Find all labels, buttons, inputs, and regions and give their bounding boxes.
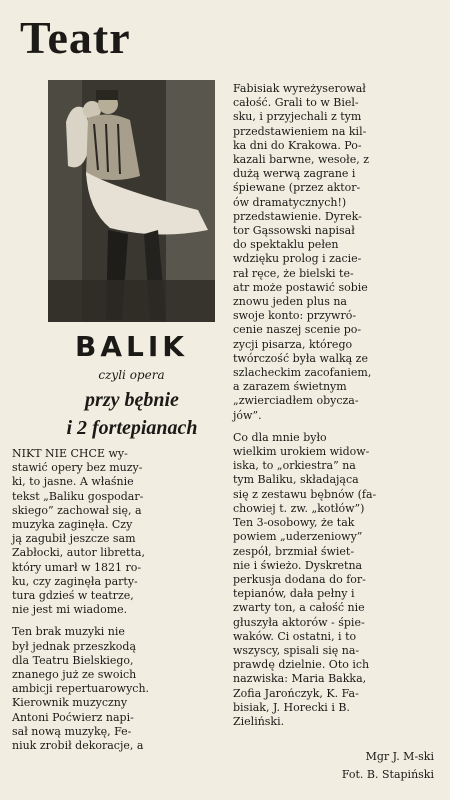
article-paragraph	[12, 625, 225, 753]
text-line: był jednak przeszkodą	[12, 639, 137, 653]
text-line: skiego” zachował się, a	[12, 503, 142, 517]
section-title: Teatr	[20, 12, 131, 63]
text-line: ka dni do Krakowa. Po-	[233, 138, 362, 152]
text-line: tekst „Baliku gospodar-	[12, 489, 144, 503]
text-line: dużą werwą zagrane i	[233, 167, 356, 181]
photo-credit: Fot. B. Stapiński	[341, 768, 434, 781]
text-line: się z zestawu bębnów (fa-	[233, 487, 377, 501]
text-line: a zarazem świetnym	[233, 380, 347, 394]
text-line: perkusja dodana do for-	[233, 572, 366, 586]
text-line: Kierownik muzyczny	[12, 696, 128, 710]
text-line: do spektaklu pełen	[233, 238, 339, 252]
text-line: wszyscy, spisali się na-	[233, 643, 360, 657]
article-paragraph	[12, 447, 225, 617]
text-line: chowiej t. zw. „kotłów”)	[233, 501, 365, 515]
text-line: Antoni Poćwierz napi-	[12, 710, 134, 724]
text-line: znanego już ze swoich	[12, 668, 137, 682]
text-line: Zieliński.	[233, 714, 285, 728]
text-line: przedstawieniem na kil-	[233, 124, 367, 138]
text-line: jów”.	[233, 408, 262, 422]
text-line: Zofia Jarończyk, K. Fa-	[233, 686, 359, 700]
text-line: sał nową muzykę, Fe-	[12, 724, 132, 738]
text-line: tym Baliku, składająca	[233, 473, 359, 487]
text-line: zespół, brzmiał świet-	[233, 544, 355, 558]
text-line: który umarł w 1821 ro-	[12, 560, 142, 574]
article-paragraph	[233, 82, 437, 423]
text-line: niuk zrobił dekoracje, a	[12, 739, 144, 753]
text-line: ją zagubił jeszcze sam	[12, 532, 136, 546]
text-line: nazwiska: Maria Bakka,	[233, 672, 367, 686]
text-line: ów dramatycznych!)	[233, 195, 347, 209]
text-line: znowu jeden plus na	[233, 295, 347, 309]
text-line: ku, czy zaginęła party-	[12, 574, 138, 588]
text-line: NIKT NIE CHCE wy-	[12, 447, 128, 460]
author-signature: Mgr J. M-ski	[365, 750, 434, 763]
text-line: kazali barwne, wesołe, z	[233, 153, 370, 167]
text-line: Ten brak muzyki nie	[12, 625, 125, 639]
text-line: Fabisiak wyreżyserował	[233, 82, 366, 95]
text-line: Zabłocki, autor libretta,	[12, 546, 145, 560]
text-line: zycji pisarza, którego	[233, 337, 353, 351]
text-line: iska, to „orkiestra” na	[233, 459, 356, 473]
text-line: sku, i przyjechali z tym	[233, 110, 362, 124]
text-line: waków. Ci ostatni, i to	[233, 629, 357, 643]
text-line: rał ręce, że bielski te-	[233, 266, 354, 280]
photo-illustration	[48, 80, 215, 322]
text-line: nie jest mi wiadome.	[12, 603, 128, 617]
theatre-scene-photo	[48, 80, 215, 322]
text-line: dla Teatru Bielskiego,	[12, 653, 134, 667]
text-line: powiem „uderzeniowy”	[233, 530, 363, 544]
text-line: ambicji repertuarowych.	[12, 682, 150, 696]
article-paragraph	[233, 431, 437, 729]
text-line: wielkim urokiem widow-	[233, 445, 370, 459]
text-line: tepianów, dała pełny i	[233, 587, 355, 601]
text-line: prawdę dzielnie. Oto ich	[233, 658, 370, 672]
article-right-column	[233, 82, 437, 737]
text-line: muzyka zaginęła. Czy	[12, 518, 133, 532]
text-line: przedstawienie. Dyrek-	[233, 209, 362, 223]
text-line: swoje konto: przywró-	[233, 309, 357, 323]
text-line: nie i świeżo. Dyskretna	[233, 558, 363, 572]
text-line: ki, to jasne. A właśnie	[12, 475, 134, 489]
play-subtitle: czyli opera	[98, 368, 165, 382]
text-line: „zwierciadłem obycza-	[233, 394, 359, 408]
text-line: tura gdzieś w teatrze,	[12, 589, 134, 603]
text-line: Ten 3-osobowy, że tak	[233, 516, 355, 530]
text-line: całość. Grali to w Biel-	[233, 96, 359, 110]
text-line: szlacheckim zacofaniem,	[233, 366, 372, 380]
text-line: stawić opery bez muzy-	[12, 461, 143, 475]
text-line: twórczość była walką ze	[233, 351, 368, 365]
tagline-line-1: przy bębnie	[85, 389, 179, 411]
text-line: atr może postawić sobie	[233, 280, 368, 294]
text-line: cenie naszej scenie po-	[233, 323, 362, 337]
text-line: bisiak, J. Horecki i B.	[233, 700, 350, 714]
tagline-line-2: i 2 fortepianach	[66, 417, 198, 439]
article-left-column	[12, 447, 225, 761]
text-line: śpiewane (przez aktor-	[233, 181, 361, 195]
text-line: głuszyła aktorów - śpie-	[233, 615, 365, 629]
text-line: wdzięku prolog i zacie-	[233, 252, 362, 266]
text-line: Co dla mnie było	[233, 430, 327, 444]
text-line: tor Gąssowski napisał	[233, 224, 355, 238]
text-line: zwarty ton, a całość nie	[233, 601, 365, 615]
play-title: BALIK	[75, 330, 188, 363]
